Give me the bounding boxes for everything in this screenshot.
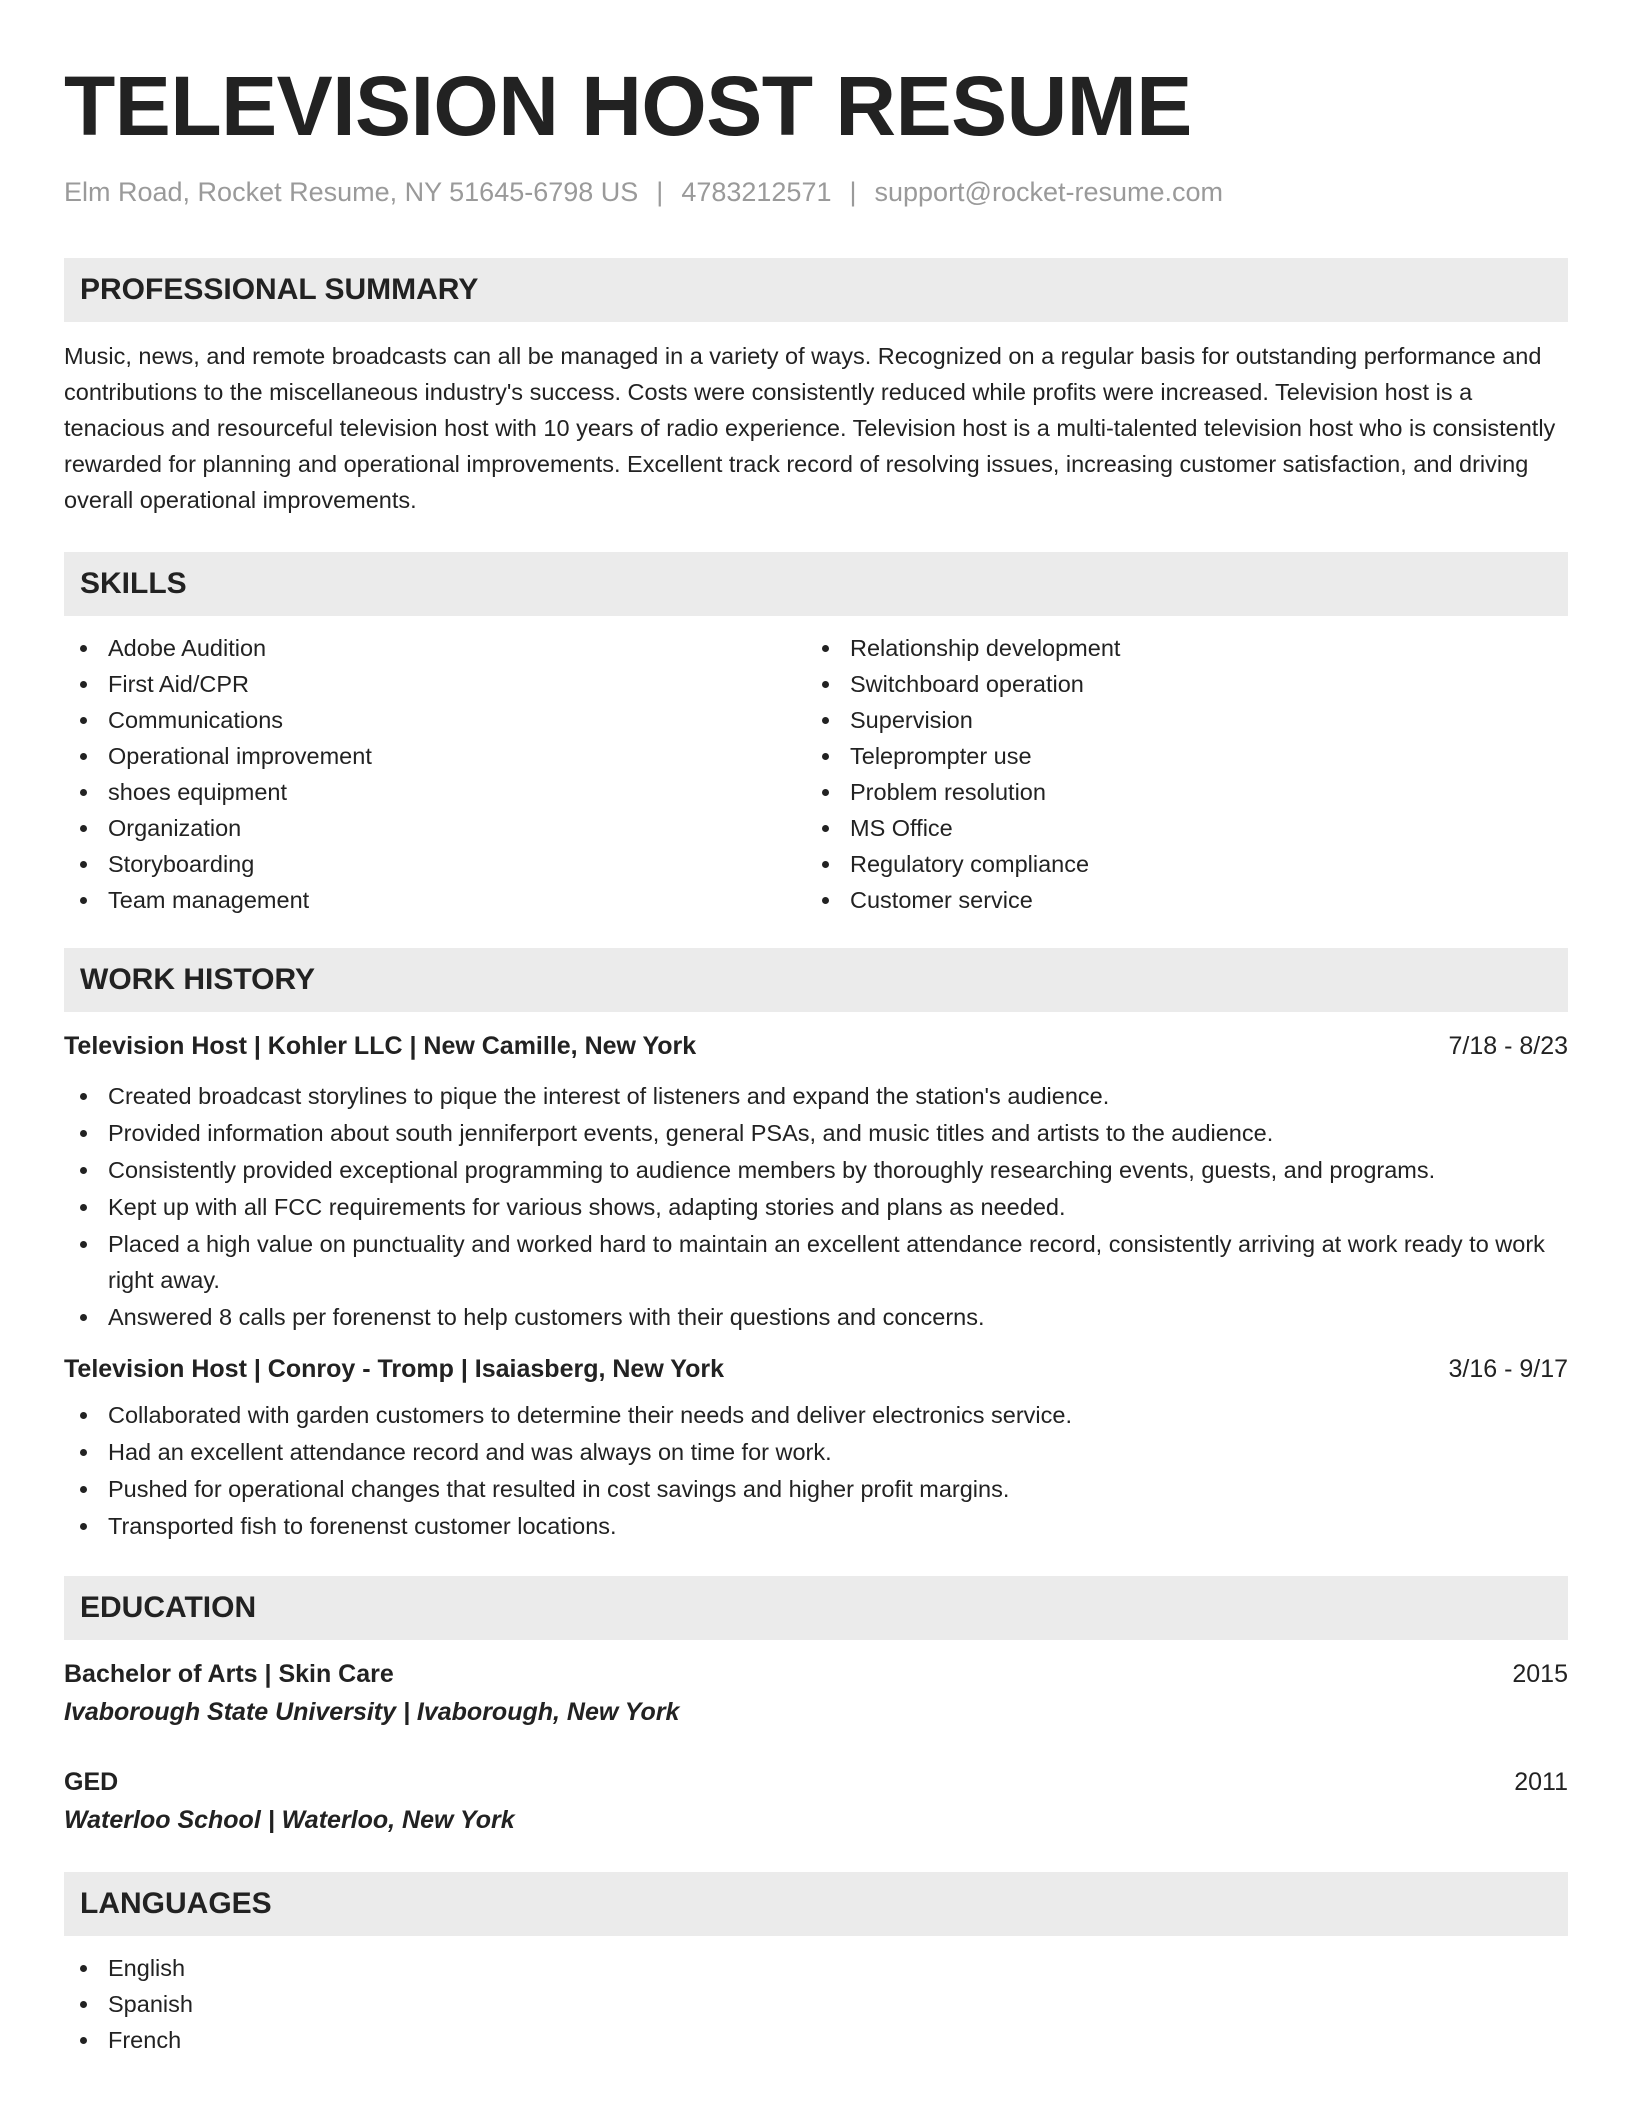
summary-text: Music, news, and remote broadcasts can all be managed in a variety of ways. Recognized on a regular basis for outstanding performance and contributions to the miscellaneous industry's success. Costs were consistently reduced while profits were increased. Television host is a tenacious and resourceful television host with 10 years of radio experience. Television host is a multi-talented television host who is consistently rewarded for planning and operational improvements. Excellent track record of resolving issues, increasing customer satisfaction, and driving overall operational improvements. xyxy=(64,343,1556,513)
job-dates: 3/16 - 9/17 xyxy=(1448,1355,1568,1383)
section-heading-education: EDUCATION xyxy=(64,1576,1568,1640)
language-item: English xyxy=(64,1950,1568,1986)
skills-list xyxy=(64,630,1568,918)
skill-item: Relationship development xyxy=(806,630,1548,666)
job-duty: Created broadcast storylines to pique the interest of listeners and expand the station's audience. xyxy=(64,1078,1568,1114)
job-header xyxy=(64,1028,1568,1064)
education-header xyxy=(64,1656,1568,1692)
skill-item: MS Office xyxy=(806,810,1548,846)
skill-item: Organization xyxy=(64,810,806,846)
language-item: French xyxy=(64,2022,1568,2058)
skill-item: Operational improvement xyxy=(64,738,806,774)
job-duty: Consistently provided exceptional programming to audience members by thoroughly researching events, guests, and programs. xyxy=(64,1152,1568,1188)
skill-item: Storyboarding xyxy=(64,846,806,882)
job-title: Television Host | Kohler LLC | New Camille, New York xyxy=(64,1032,697,1060)
contact-phone: 4783212571 xyxy=(681,177,832,207)
education-year: 2015 xyxy=(1512,1660,1568,1688)
job-duty: Answered 8 calls per forenenst to help customers with their questions and concerns. xyxy=(64,1299,1568,1335)
education-entry xyxy=(64,1764,1568,1838)
job-duty: Collaborated with garden customers to determine their needs and deliver electronics service. xyxy=(64,1397,1568,1433)
job-dates: 7/18 - 8/23 xyxy=(1448,1032,1568,1060)
skills-column-right xyxy=(806,630,1548,918)
skills-column-left xyxy=(64,630,806,918)
education-entry xyxy=(64,1656,1568,1730)
skill-item: Regulatory compliance xyxy=(806,846,1548,882)
education-school: Ivaborough State University | Ivaborough, New York xyxy=(64,1698,680,1726)
contact-separator: | xyxy=(849,177,857,207)
section-heading-skills: SKILLS xyxy=(64,552,1568,616)
skill-item: shoes equipment xyxy=(64,774,806,810)
skill-item: Adobe Audition xyxy=(64,630,806,666)
job-duty: Kept up with all FCC requirements for various shows, adapting stories and plans as needed. xyxy=(64,1189,1568,1225)
skill-item: Supervision xyxy=(806,702,1548,738)
job-entry xyxy=(64,1028,1568,1335)
section-heading-languages: LANGUAGES xyxy=(64,1872,1568,1936)
job-duty: Transported fish to forenenst customer locations. xyxy=(64,1508,1568,1544)
education-year: 2011 xyxy=(1514,1768,1568,1796)
job-duty: Had an excellent attendance record and was always on time for work. xyxy=(64,1434,1568,1470)
skill-item: Communications xyxy=(64,702,806,738)
education-header xyxy=(64,1764,1568,1800)
job-header xyxy=(64,1351,1568,1387)
contact-address: Elm Road, Rocket Resume, NY 51645-6798 US xyxy=(64,177,639,207)
job-duty: Placed a high value on punctuality and worked hard to maintain an excellent attendance record, consistently arriving at work ready to work right away. xyxy=(64,1226,1568,1298)
language-item: Spanish xyxy=(64,1986,1568,2022)
section-heading-work-history: WORK HISTORY xyxy=(64,948,1568,1012)
education-school: Waterloo School | Waterloo, New York xyxy=(64,1806,515,1834)
job-duty: Pushed for operational changes that resulted in cost savings and higher profit margins. xyxy=(64,1471,1568,1507)
resume-page xyxy=(64,0,1568,2058)
resume-title: TELEVISION HOST RESUME xyxy=(64,59,1192,153)
job-title: Television Host | Conroy - Tromp | Isaiasberg, New York xyxy=(64,1355,724,1383)
skill-item: Switchboard operation xyxy=(806,666,1548,702)
contact-separator: | xyxy=(656,177,664,207)
education-degree: GED xyxy=(64,1768,119,1796)
job-duty: Provided information about south jenniferport events, general PSAs, and music titles and artists to the audience. xyxy=(64,1115,1568,1151)
contact-email: support@rocket-resume.com xyxy=(874,177,1224,207)
job-duties xyxy=(64,1397,1568,1544)
languages-list xyxy=(64,1950,1568,2058)
skill-item: Customer service xyxy=(806,882,1548,918)
section-heading-summary: PROFESSIONAL SUMMARY xyxy=(64,258,1568,322)
skill-item: First Aid/CPR xyxy=(64,666,806,702)
contact-line xyxy=(64,174,1568,210)
skill-item: Team management xyxy=(64,882,806,918)
education-degree: Bachelor of Arts | Skin Care xyxy=(64,1660,394,1688)
skill-item: Problem resolution xyxy=(806,774,1548,810)
job-duties xyxy=(64,1078,1568,1335)
skill-item: Teleprompter use xyxy=(806,738,1548,774)
job-entry xyxy=(64,1351,1568,1544)
